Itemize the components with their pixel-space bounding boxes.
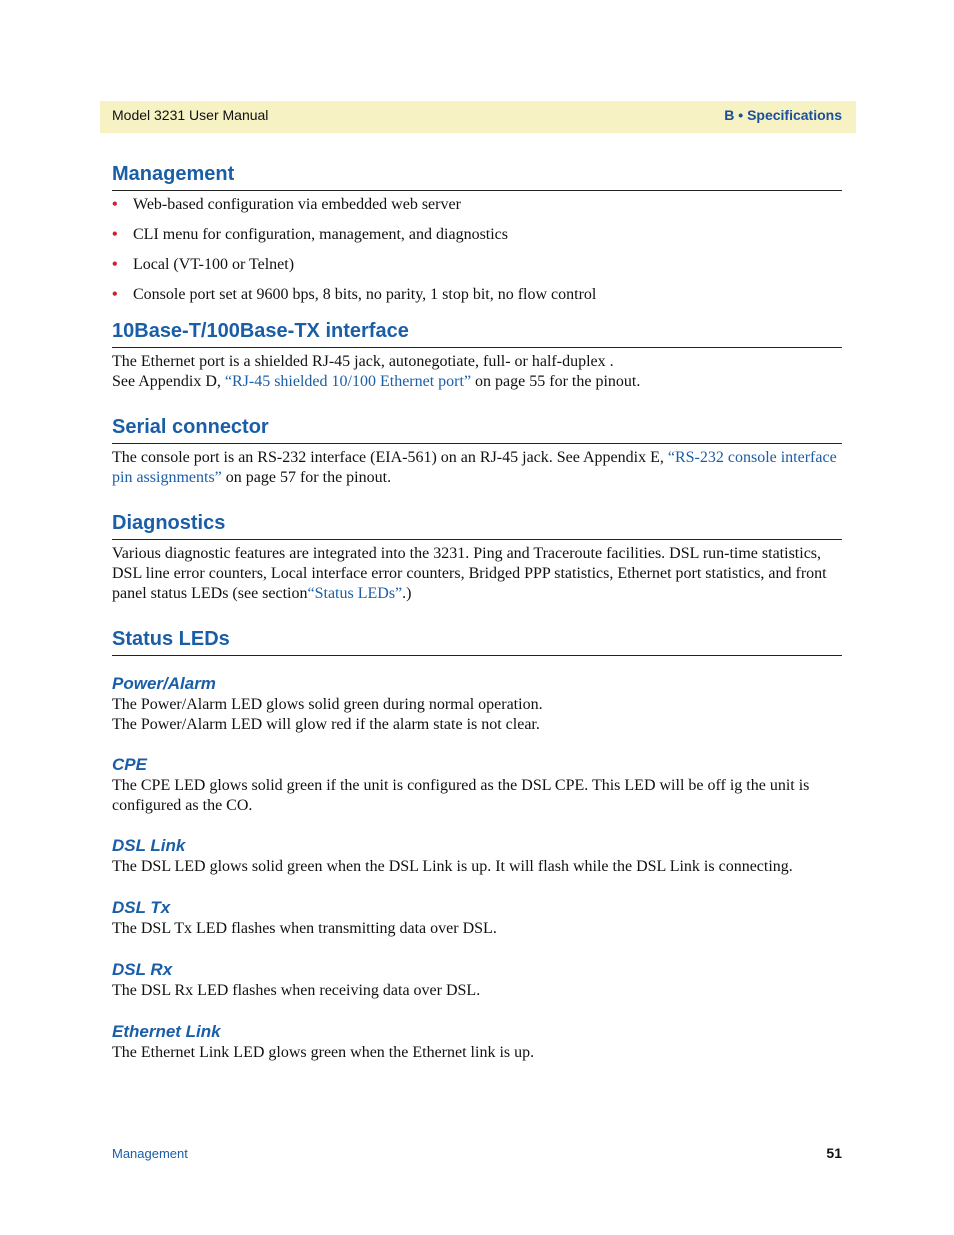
serial-paragraph: The console port is an RS-232 interface (EIA-561) on an RJ-45 jack. See Appendix E, “RS-232 console interface pin assignments” on page 57 for the pinout. (112, 449, 837, 486)
subsection-power-alarm (112, 673, 842, 735)
power-alarm-line-2: The Power/Alarm LED will glow red if the alarm state is not clear. (112, 716, 540, 733)
section-heading-management: Management (112, 160, 842, 191)
subsection-cpe (112, 754, 842, 816)
section-heading-serial: Serial connector (112, 413, 842, 444)
subsection-dsl-link (112, 835, 842, 877)
manual-title: Model 3231 User Manual (112, 107, 269, 123)
section-status-leds (112, 625, 842, 1063)
bullet-icon: • (112, 196, 118, 213)
section-heading-diagnostics: Diagnostics (112, 509, 842, 540)
page-number: 51 (826, 1145, 842, 1161)
bullet-icon: • (112, 286, 118, 303)
cpe-paragraph: The CPE LED glows solid green if the unit is configured as the DSL CPE. This LED will be off ig the unit is configured as the CO. (112, 777, 810, 814)
ethernet-link-paragraph: The Ethernet Link LED glows green when the Ethernet link is up. (112, 1044, 535, 1061)
dsl-tx-paragraph: The DSL Tx LED flashes when transmitting data over DSL. (112, 920, 497, 937)
ethernet-paragraph: The Ethernet port is a shielded RJ-45 jack, autonegotiate, full- or half-duplex . See Appendix D, “RJ-45 shielded 10/100 Ethernet port” on page 55 for the pinout. (112, 353, 641, 390)
subsection-heading-cpe: CPE (112, 755, 147, 774)
dsl-rx-paragraph: The DSL Rx LED flashes when receiving data over DSL. (112, 982, 481, 999)
subsection-heading-dsl-link: DSL Link (112, 836, 186, 855)
list-item: • Console port set at 9600 bps, 8 bits, no parity, 1 stop bit, no flow control (112, 286, 597, 303)
section-management (112, 160, 842, 305)
link-rj45-ethernet-port[interactable]: “RJ-45 shielded 10/100 Ethernet port” (224, 373, 472, 390)
section-heading-status-leds: Status LEDs (112, 625, 842, 656)
link-status-leds[interactable]: “Status LEDs” (307, 585, 403, 602)
section-ethernet-interface (112, 317, 842, 392)
list-item: • CLI menu for configuration, management, and diagnostics (112, 226, 509, 243)
section-heading-ethernet: 10Base-T/100Base-TX interface (112, 317, 842, 348)
section-serial-connector (112, 413, 842, 488)
subsection-dsl-rx (112, 959, 842, 1001)
subsection-heading-dsl-rx: DSL Rx (112, 960, 173, 979)
chapter-title: B • Specifications (724, 107, 842, 123)
subsection-heading-dsl-tx: DSL Tx (112, 898, 171, 917)
dsl-link-paragraph: The DSL LED glows solid green when the DSL Link is up. It will flash while the DSL Link is connecting. (112, 858, 793, 875)
page-header (100, 101, 856, 133)
subsection-ethernet-link (112, 1021, 842, 1063)
power-alarm-line-1: The Power/Alarm LED glows solid green during normal operation. (112, 696, 543, 713)
link-rs232-pin-assignments[interactable]: “RS-232 console interface pin assignments” (112, 449, 837, 486)
footer-section-name: Management (112, 1146, 188, 1161)
section-diagnostics (112, 509, 842, 604)
management-list (112, 195, 842, 305)
list-item: • Local (VT-100 or Telnet) (112, 256, 295, 273)
list-item: • Web-based configuration via embedded web server (112, 196, 461, 213)
subsection-dsl-tx (112, 897, 842, 939)
bullet-icon: • (112, 226, 118, 243)
diagnostics-paragraph: Various diagnostic features are integrated into the 3231. Ping and Traceroute facilities. DSL run-time statistics, DSL line error counters, Local interface error counters, Bridged PPP statistics, Ethernet port statistics, and front panel status LEDs (see section“Status LEDs”.) (112, 545, 827, 602)
page-content (112, 160, 842, 1063)
subsection-heading-ethernet-link: Ethernet Link (112, 1022, 221, 1041)
subsection-heading-power-alarm: Power/Alarm (112, 674, 216, 693)
bullet-icon: • (112, 256, 118, 273)
